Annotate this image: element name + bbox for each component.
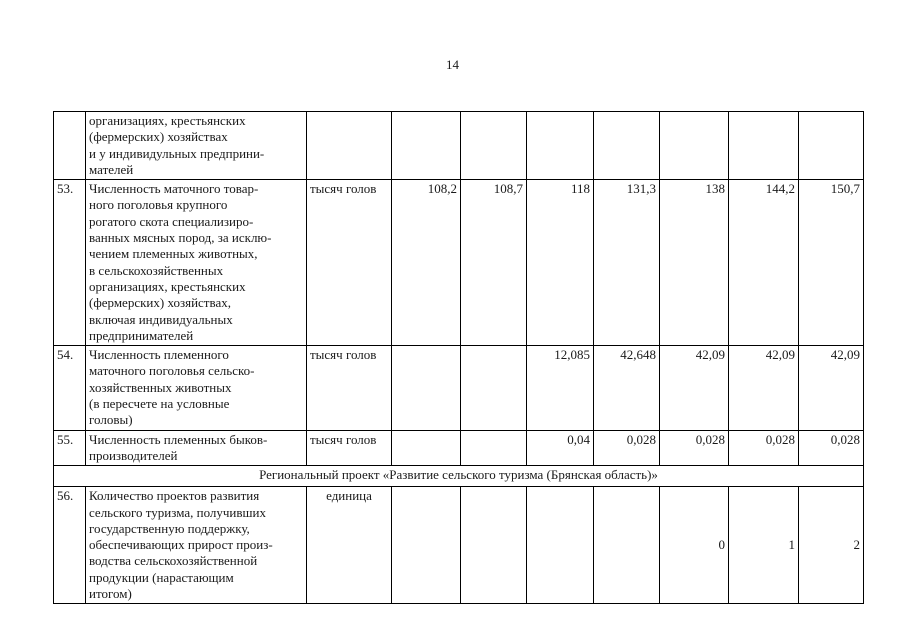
value-cell: 0,04 [527, 430, 594, 466]
row-number: 56. [54, 487, 86, 604]
value-cell: 2 [799, 487, 864, 604]
value-cell: 144,2 [729, 180, 799, 346]
value-cell [392, 487, 461, 604]
value-cell [660, 112, 729, 180]
indicator-name: Численность племенного маточного поголовья сельско- хозяйственных животных (в пересчете на условные головы) [86, 346, 307, 430]
row-number: 54. [54, 346, 86, 430]
value-cell [461, 112, 527, 180]
value-cell [461, 346, 527, 430]
indicator-name: организациях, крестьянских (фермерских) хозяйствах и у индивидульных предприни- мателей [86, 112, 307, 180]
row-number [54, 112, 86, 180]
value-cell: 138 [660, 180, 729, 346]
unit-cell: тысяч голов [307, 346, 392, 430]
value-cell [461, 487, 527, 604]
section-row [54, 466, 864, 487]
value-cell: 0,028 [594, 430, 660, 466]
value-cell [392, 112, 461, 180]
table-row-continuation [54, 112, 864, 180]
table-row-56 [54, 487, 864, 604]
table-row-54 [54, 346, 864, 430]
value-cell: 0,028 [799, 430, 864, 466]
value-cell [527, 487, 594, 604]
row-number: 55. [54, 430, 86, 466]
indicator-name: Численность племенных быков- производителей [86, 430, 307, 466]
indicators-table [53, 111, 864, 604]
table-row-55 [54, 430, 864, 466]
unit-cell: единица [307, 487, 392, 604]
section-title: Региональный проект «Развитие сельского туризма (Брянская область)» [54, 466, 864, 487]
row-number: 53. [54, 180, 86, 346]
value-cell [594, 112, 660, 180]
value-cell: 0 [660, 487, 729, 604]
unit-cell [307, 112, 392, 180]
value-cell: 108,2 [392, 180, 461, 346]
page-number: 14 [446, 57, 459, 72]
value-cell: 42,09 [660, 346, 729, 430]
indicator-name: Численность маточного товар- ного поголовья крупного рогатого скота специализиро- ванных мясных пород, за исклю- чением племенных животных, в сельскохозяйственных организациях, крестьянских (фермерских) хозяйствах, включая индивидуальных предпринимателей [86, 180, 307, 346]
value-cell: 150,7 [799, 180, 864, 346]
indicator-name: Количество проектов развития сельского туризма, получивших государственную поддержку, обеспечивающих прирост произ- водства сельскохозяйственной продукции (нарастающим итогом) [86, 487, 307, 604]
value-cell: 42,09 [799, 346, 864, 430]
value-cell [729, 112, 799, 180]
value-cell [594, 487, 660, 604]
value-cell: 0,028 [729, 430, 799, 466]
value-cell: 42,648 [594, 346, 660, 430]
value-cell: 131,3 [594, 180, 660, 346]
value-cell: 42,09 [729, 346, 799, 430]
value-cell [392, 346, 461, 430]
value-cell: 1 [729, 487, 799, 604]
value-cell [799, 112, 864, 180]
value-cell [392, 430, 461, 466]
value-cell [461, 430, 527, 466]
value-cell: 108,7 [461, 180, 527, 346]
value-cell [527, 112, 594, 180]
table-row-53 [54, 180, 864, 346]
value-cell: 0,028 [660, 430, 729, 466]
value-cell: 12,085 [527, 346, 594, 430]
unit-cell: тысяч голов [307, 430, 392, 466]
unit-cell: тысяч голов [307, 180, 392, 346]
value-cell: 118 [527, 180, 594, 346]
